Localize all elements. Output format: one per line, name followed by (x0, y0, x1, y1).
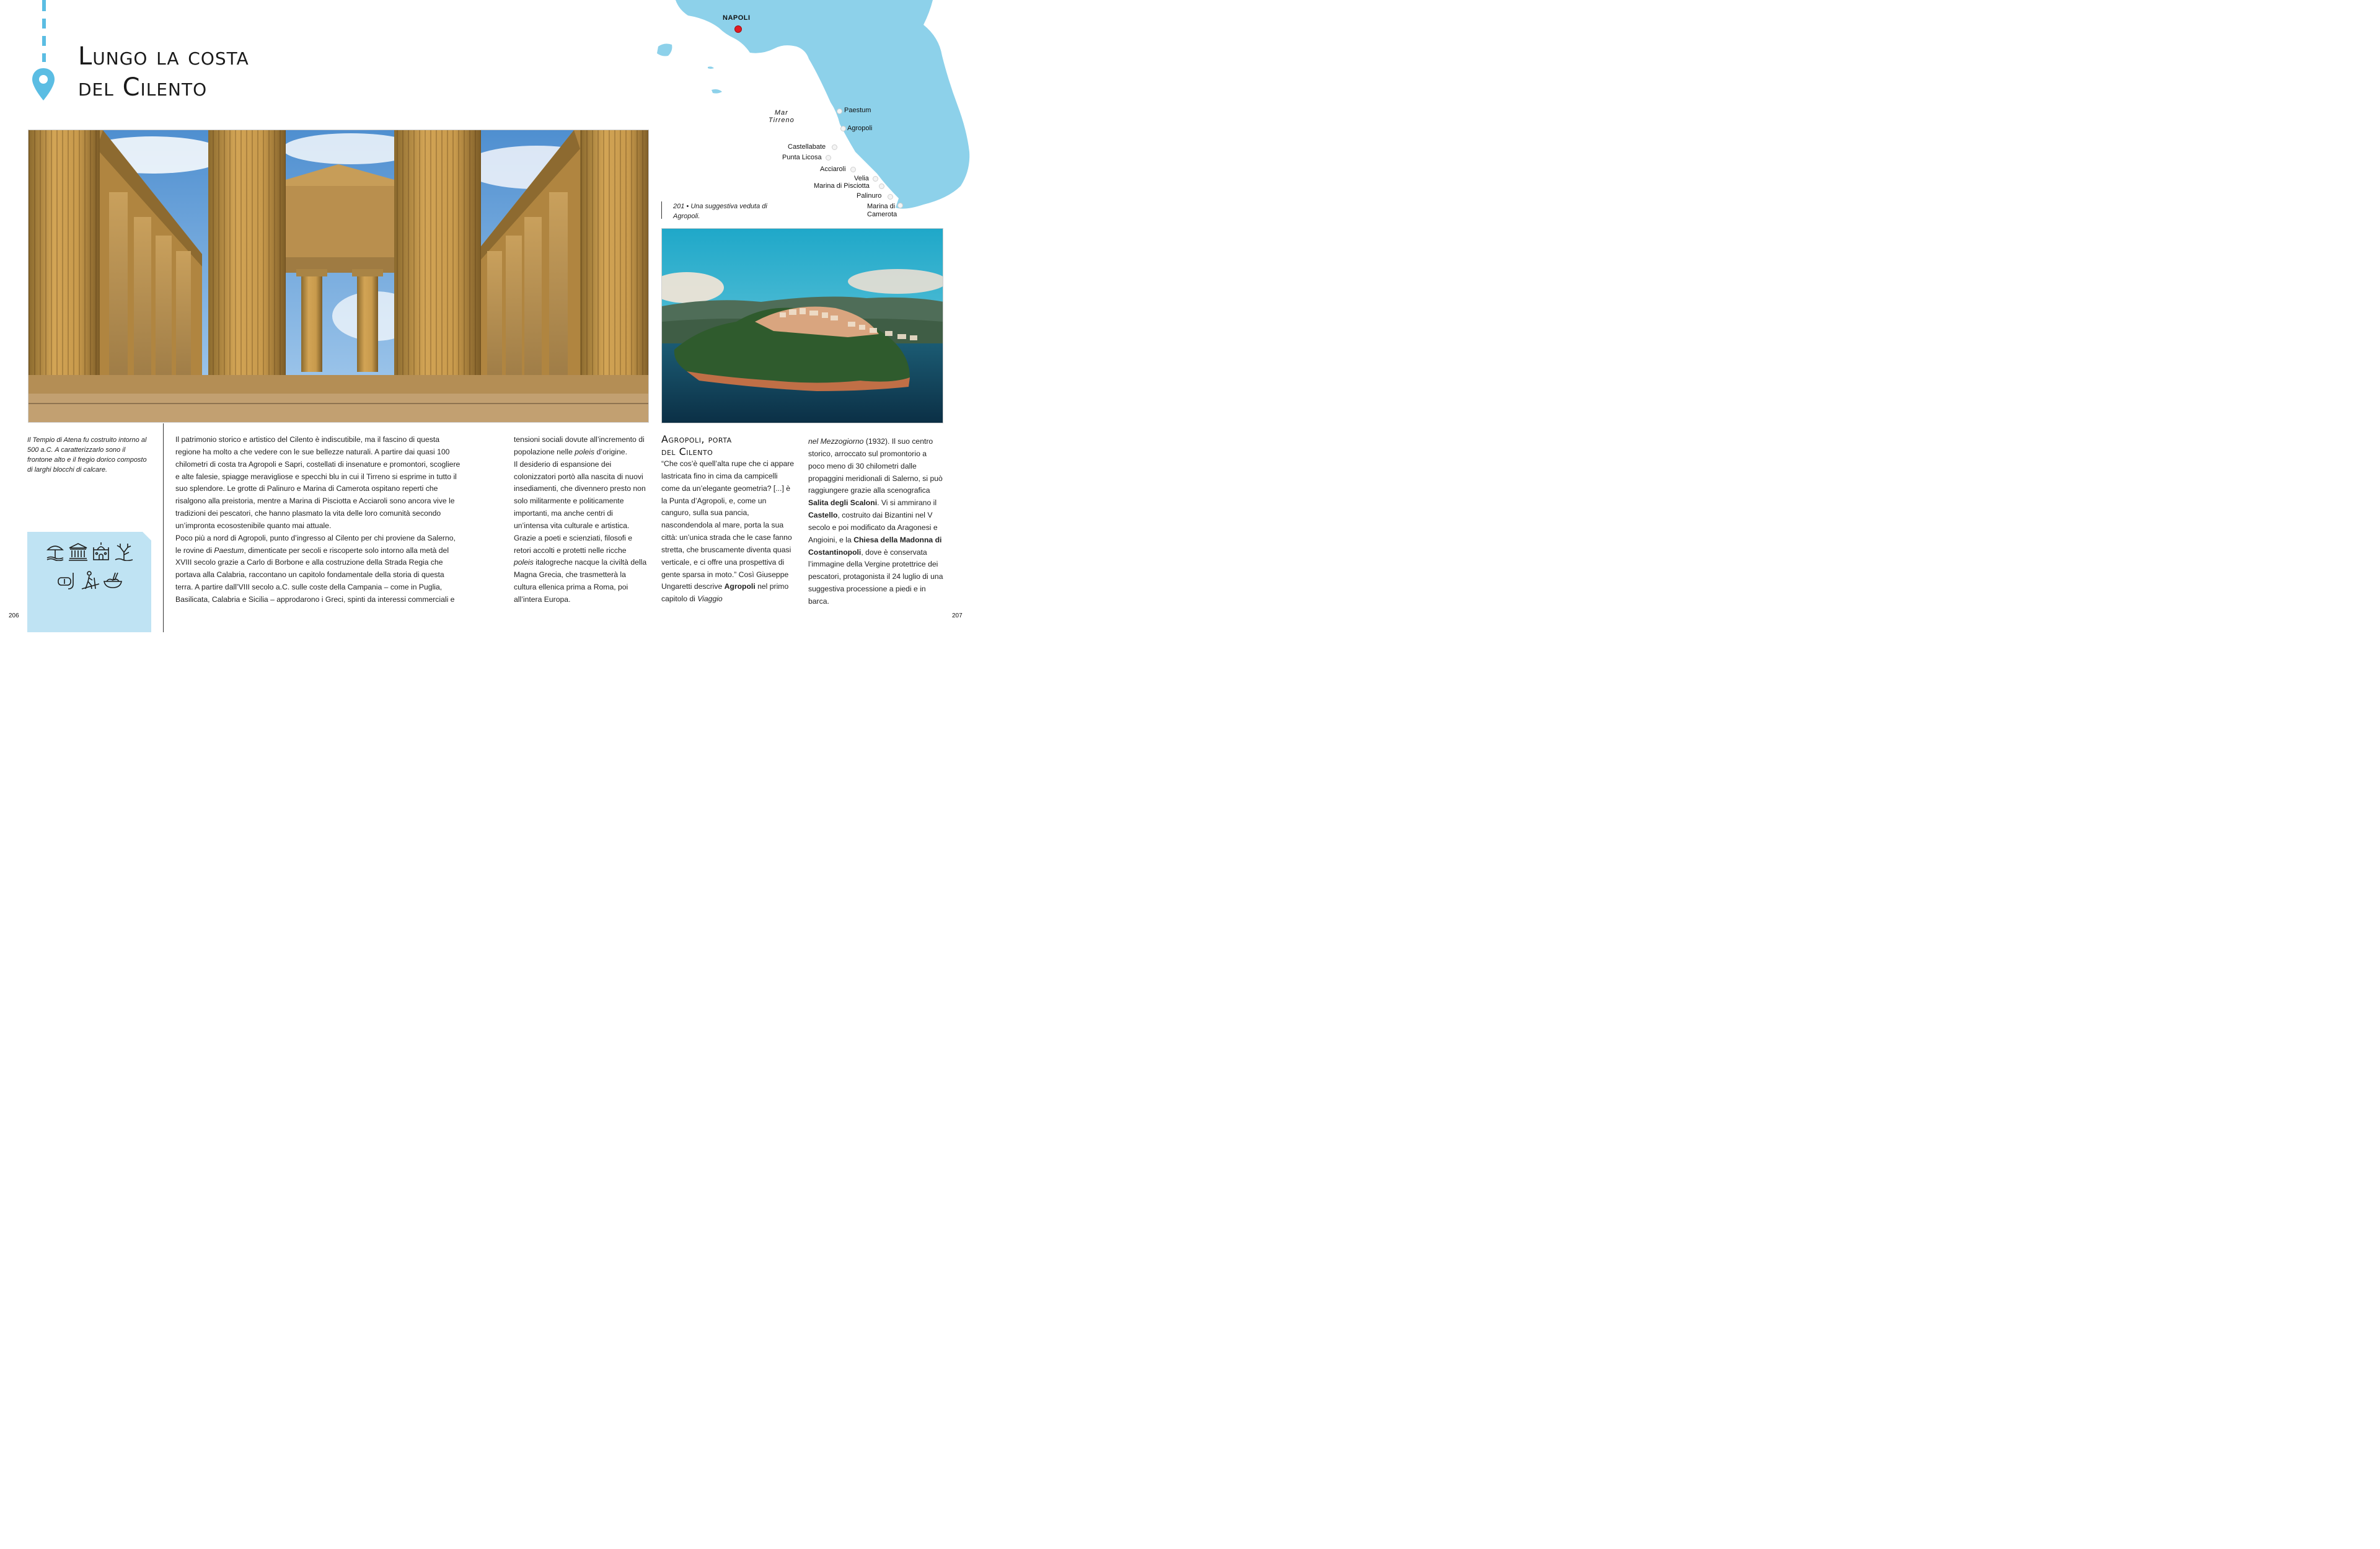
place-pin (840, 126, 846, 131)
pasta-plate-icon (103, 571, 123, 590)
place-marina-di-pisciotta: Marina di Pisciotta (814, 182, 870, 190)
place-paestum: Paestum (844, 107, 871, 114)
paragraph: Il patrimonio storico e artistico del Cilento è indiscutibile, ma il fascino di questa regione ha molto a che vedere con le sue bellezze naturali. A partire dai quasi 100 chilometri di costa tra Agropoli e Sapri, costellati di insenature e promontori, scogliere e alte falesie, spiagge meravigliose e specchi blu in cui il Tirreno si esprime in tutto il suo splendore. Le grotte di Palinuro e Marina di Camerota ospitano reperti che risalgono alla preistoria, mentre a Marina di Pisciotta e Acciaroli sono ancora vive le tradizioni dei pescatori, che hanno plasmato la vita delle loro comunità secondo un’impronta ecosostenibile quanto mai attuale. (175, 435, 461, 530)
page-number-right: 207 (952, 612, 963, 619)
sea-label: Mar Tirreno (769, 109, 795, 124)
cathedral-icon (91, 541, 111, 561)
hiking-icon (81, 570, 100, 590)
ancient-temple-icon (68, 542, 88, 561)
page-number-left: 206 (9, 612, 19, 619)
paragraph: nel Mezzogiorno (1932). Il suo centro storico, arroccato sul promontorio a poco meno di 30 chilometri dalle propaggini meridionali di Salerno, si può raggiungere grazie alla scenografica Salita degli Scaloni. Vi si ammirano il Castello, costruito dai Bizantini nel V secolo e poi modificato da Aragonesi e Angioini, e la Chiesa della Madonna di Costantinopoli, dove è conservata l’immagine della Vergine protettrice dei pescatori, protagonista il 24 luglio di una suggestiva processione a piedi e in barca. (808, 437, 943, 606)
page-title-line2: del Cilento (78, 73, 208, 102)
paragraph: Il desiderio di espansione dei colonizzatori portò alla nascita di nuovi insediamenti, che divennero presto non solo militarmente e politicamente importanti, ma anche centri di un’intensa vita culturale e artistica. Grazie a poeti e scienziati, filosofi e retori accolti e protetti nelle ricche poleis italogreche nacque la civiltà della Magna Grecia, che trasmetterà la cultura ellenica prima a Roma, poi all’intera Europa. (514, 459, 647, 604)
place-palinuro: Palinuro (857, 192, 882, 200)
paragraph: “Che cos’è quell’alta rupe che ci appare lastricata fino in cima da campicelli come da un’elegante geometria? [...] è la Punta d’Agropoli, e, come un canguro, sulla sua pancia, nascondendola al mare, porta la sua città: un’unica strada che le case fanno stretta, che bruscamente diventa quasi verticale, e ci offre una prospettiva di gente sparsa in moto.” Così Giuseppe Ungaretti descrive Agropoli nel primo capitolo di Viaggio (661, 459, 795, 604)
snorkel-mask-icon (57, 571, 77, 590)
paragraph: Poco più a nord di Agropoli, punto d’ingresso al Cilento per chi proviene da Salerno, le rovine di Paestum, dimenticate per secoli e riscoperte solo intorno alla metà del XVIII secolo grazie a Carlo di Borbone e alla costruzione della Strada Regia che portava alla Calabria, raccontano un capitolo fondamentale della storia di questa terra. A partire dall’VIII secolo a.C. sulle coste della Campania – come in Puglia, Basilicata, Calabria e Sicilia – approdarono i Greci, spinti da interessi commerciali e (175, 533, 456, 604)
agropoli-caption: 201 • Una suggestiva veduta di Agropoli. (673, 203, 767, 220)
place-pin (832, 144, 837, 150)
route-dash (42, 0, 46, 11)
coral-icon (114, 541, 134, 561)
napoli-label: NAPOLI (723, 14, 751, 22)
paragraph: tensioni sociali dovute all’incremento di popolazione nelle poleis d’origine. (514, 435, 645, 456)
column-divider (163, 423, 164, 632)
napoli-pin (734, 25, 742, 33)
page-title-line1: Lungo la costa (78, 42, 249, 71)
caption-rule (661, 201, 662, 219)
place-velia: Velia (854, 175, 869, 182)
place-acciaroli: Acciaroli (820, 165, 846, 173)
temple-caption: Il Tempio di Atena fu costruito intorno al 500 a.C. A caratterizzarlo sono il frontone alto e il fregio dorico composto di larghi blocchi di calcare. (27, 436, 147, 474)
agropoli-photo (661, 228, 943, 423)
place-punta-licosa: Punta Licosa (782, 154, 822, 161)
place-pin (888, 194, 893, 200)
body-column-1 (175, 434, 461, 606)
location-pin-icon (31, 67, 56, 102)
place-pin (850, 167, 856, 172)
section-heading: Agropoli, porta del Cilento (661, 433, 732, 457)
place-agropoli: Agropoli (847, 125, 873, 132)
route-dash (42, 53, 46, 62)
place-castellabate: Castellabate (788, 143, 826, 151)
body-column-3 (661, 433, 795, 606)
campania-map (651, 0, 972, 223)
page-title (78, 41, 249, 103)
activity-icons-box (27, 532, 151, 632)
place-marina-di-camerota: Marina di Camerota (867, 203, 897, 218)
place-pin (879, 183, 884, 189)
place-pin (897, 203, 903, 208)
body-column-2 (514, 434, 647, 606)
temple-photo (28, 130, 649, 423)
route-dash (42, 19, 46, 29)
body-column-4 (808, 436, 943, 608)
place-pin (873, 176, 878, 182)
route-dash (42, 36, 46, 46)
place-pin (826, 155, 831, 161)
place-pin (837, 108, 842, 114)
beach-umbrella-icon (46, 542, 64, 561)
